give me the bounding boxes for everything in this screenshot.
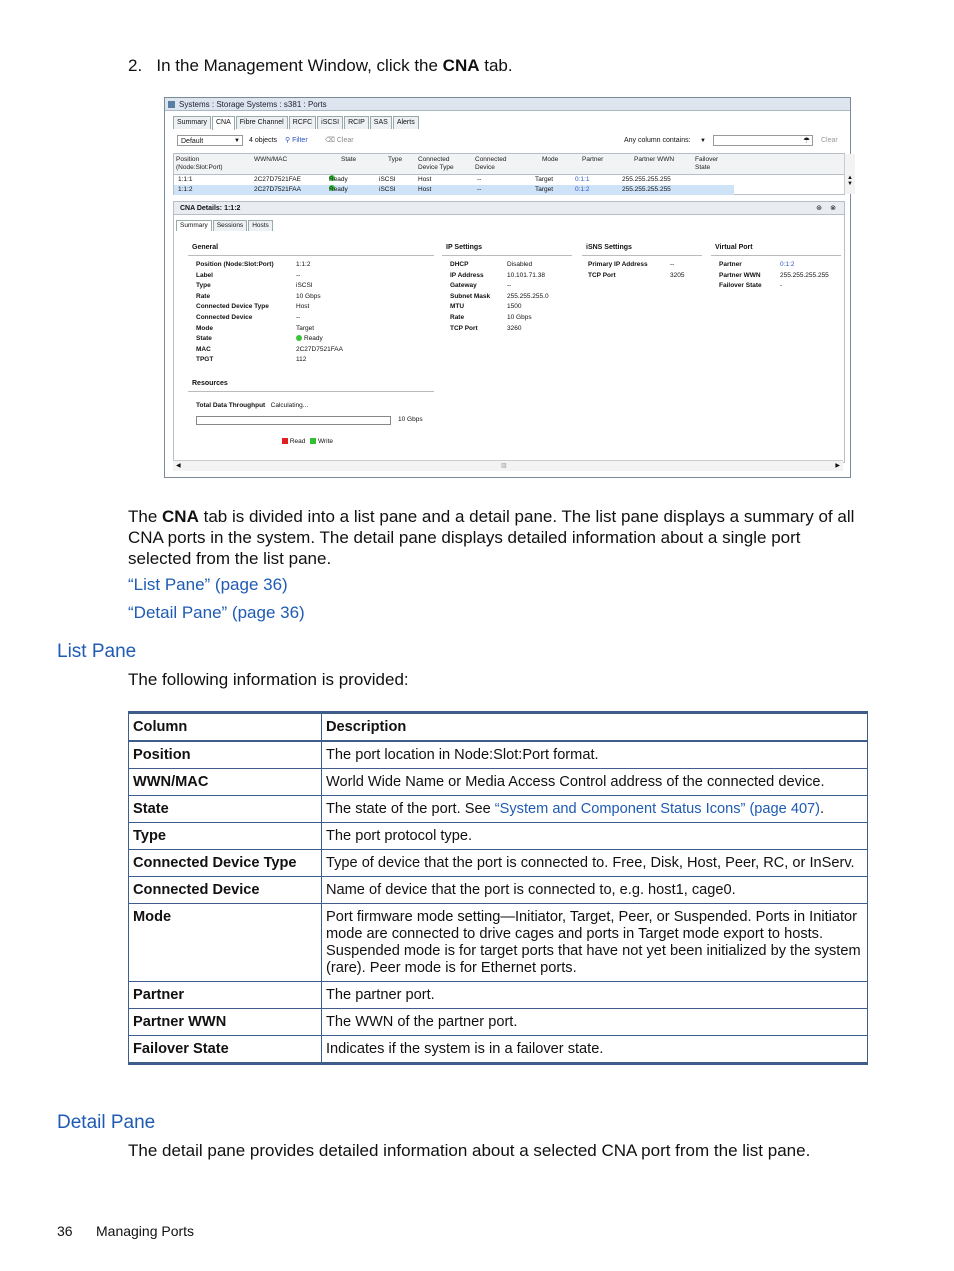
clear-icon: ⌫ [325,137,335,144]
resources-title: Resources [192,380,228,387]
grid-header [174,154,844,175]
port-tabs [173,116,420,129]
system-icon [168,101,175,108]
heading-detail-pane: Detail Pane [57,1112,156,1133]
col-header-partner-wwn[interactable]: Partner WWN [634,156,675,163]
footer-section: Managing Ports [96,1223,195,1239]
list-toolbar [173,132,843,150]
ports-grid [173,153,853,195]
detail-pane-text: The detail pane provides detailed information about a selected CNA port from the list pane. [128,1141,811,1160]
scroll-thumb-icon[interactable]: ▥ [501,463,507,469]
management-window-screenshot [164,97,851,478]
table-row: WWN/MAC World Wide Name or Media Access Control address of the connected device. [129,769,868,796]
intro-paragraph: The CNA tab is divided into a list pane and a detail pane. The list pane displays a summary of all CNA ports in the system. The detail pane displays detailed information about a single port selected from the list pane. [128,507,855,568]
tab-rcip[interactable]: RCIP [344,116,369,129]
detail-title: CNA Details: 1:1:2 ⊛ ⊗ [174,202,844,215]
step-instruction: 2. In the Management Window, click the CNA tab. [128,56,513,75]
col-header-connected-device-type[interactable]: Connected Device Type [418,156,454,171]
general-section-title: General [192,244,219,251]
ip-settings-title: IP Settings [446,244,483,251]
heading-list-pane: List Pane [57,641,137,662]
tab-detail-summary[interactable]: Summary [176,220,212,231]
table-header-column: Column [129,713,322,742]
tab-summary[interactable]: Summary [173,116,211,129]
divider [711,255,841,256]
virtual-port-title: Virtual Port [715,244,753,251]
divider [188,391,434,392]
table-row: Failover State Indicates if the system is in a failover state. [129,1036,868,1064]
isns-values: -- 3205 [670,261,685,279]
tab-sas[interactable]: SAS [370,116,392,129]
tab-fibre-channel[interactable]: Fibre Channel [236,116,288,129]
isns-keys: Primary IP Address TCP Port [588,261,648,279]
throughput-bar [196,416,391,425]
table-row-selected[interactable]: 1:1:2 2C27D7521FAA Ready iSCSI Host -- Target 0:1:2 255.255.255.255 [174,185,734,195]
link-detail-pane[interactable]: “Detail Pane” (page 36) [128,603,305,622]
ip-values: Disabled 10.101.71.38 -- 255.255.255.0 1500 10 Gbps 3260 [507,261,549,332]
filter-button[interactable]: ⚲ Filter [285,137,308,144]
step-number: 2. [128,56,143,75]
table-header-row [129,713,868,742]
ready-status-icon [296,335,302,341]
settings-icon[interactable]: ⊛ [816,205,822,212]
filter-icon: ⚲ [285,137,291,144]
tab-cna[interactable]: CNA [212,116,235,130]
col-header-state[interactable]: State [341,156,357,163]
clear-filter-button[interactable]: ⌫ Clear [325,137,354,144]
chevron-down-icon: ▼ [234,138,240,144]
throughput-max: 10 Gbps [398,416,423,423]
divider [442,255,572,256]
tab-detail-hosts[interactable]: Hosts [248,220,273,231]
window-titlebar: Systems : Storage Systems : s381 : Ports [165,98,850,111]
scroll-right-icon[interactable]: ▶ [835,463,840,469]
tab-iscsi[interactable]: iSCSI [317,116,343,129]
grid-scrollbar[interactable]: ▲ ▼ [844,154,855,194]
table-row: Partner The partner port. [129,982,868,1009]
throughput-legend: Read Write [282,437,333,448]
table-row: Position The port location in Node:Slot:Port format. [129,741,868,769]
horizontal-scrollbar[interactable] [173,460,843,471]
tab-alerts[interactable]: Alerts [393,116,419,129]
vport-keys: Partner Partner WWN Failover State [719,261,762,290]
general-values: 1:1:2 -- iSCSI 10 Gbps Host -- Target Ready 2C27D7521FAA 112 [296,261,343,364]
any-column-label: Any column contains: [624,137,691,144]
list-pane-intro: The following information is provided: [128,670,409,689]
divider [188,255,434,256]
tab-rcfc[interactable]: RCFC [289,116,316,129]
tab-detail-sessions[interactable]: Sessions [213,220,247,231]
col-header-position[interactable]: Position (Node:Slot:Port) [176,156,223,171]
columns-table [128,711,868,1065]
throughput-row: Total Data Throughput Calculating... [196,402,309,409]
col-header-failover-state[interactable]: Failover State [695,156,719,171]
write-legend-swatch [310,438,316,444]
isns-settings-title: iSNS Settings [586,244,632,251]
col-header-partner[interactable]: Partner [582,156,604,163]
vport-values: 0:1:2 255.255.255.255 - [780,261,829,290]
status-icons-link[interactable]: “System and Component Status Icons” (page 407) [494,801,821,817]
page-number: 36 [57,1223,73,1239]
link-list-pane[interactable]: “List Pane” (page 36) [128,575,288,594]
table-row: Connected Device Type Type of device that the port is connected to. Free, Disk, Host, Peer, RC, or InServ. [129,850,868,877]
divider [582,255,702,256]
table-row: State The state of the port. See “System and Component Status Icons” (page 407). [129,796,868,823]
read-legend-swatch [282,438,288,444]
col-header-connected-device[interactable]: Connected Device [475,156,507,171]
chevron-down-icon[interactable]: ▼ [700,138,706,144]
general-keys: Position (Node:Slot:Port) Label Type Rate Connected Device Type Connected Device Mode State MAC TPGT [196,261,274,364]
ip-keys: DHCP IP Address Gateway Subnet Mask MTU Rate TCP Port [450,261,491,332]
table-row: Connected Device Name of device that the port is connected to, e.g. host1, cage0. [129,877,868,904]
detail-pane [173,201,845,463]
clear-search-button[interactable]: Clear [821,137,838,144]
table-row: Mode Port firmware mode setting—Initiator, Target, Peer, or Suspended. Ports in Initiator mode are connected to drive cages and ports in Target mode export to hosts. Suspended mode is for target ports that have not yet been initialized by the system (rare). Peer mode is for Ethernet ports. [129,904,868,982]
table-row: Partner WWN The WWN of the partner port. [129,1009,868,1036]
table-header-description: Description [322,713,868,742]
col-header-wwn[interactable]: WWN/MAC [254,156,288,163]
table-row[interactable]: 1:1:1 2C27D7521FAE Ready iSCSI Host -- Target 0:1:1 255.255.255.255 [178,176,671,183]
search-input[interactable] [713,135,813,146]
view-select[interactable]: Default ▼ [177,135,243,146]
col-header-mode[interactable]: Mode [542,156,559,163]
scroll-left-icon[interactable]: ◀ [176,463,181,469]
object-count: 4 objects [249,137,278,144]
table-row: Type The port protocol type. [129,823,868,850]
clear-search-icon[interactable]: ☂ [803,136,811,145]
col-header-type[interactable]: Type [388,156,403,163]
detail-tabs [176,220,274,231]
collapse-icon[interactable]: ⊗ [830,205,836,212]
